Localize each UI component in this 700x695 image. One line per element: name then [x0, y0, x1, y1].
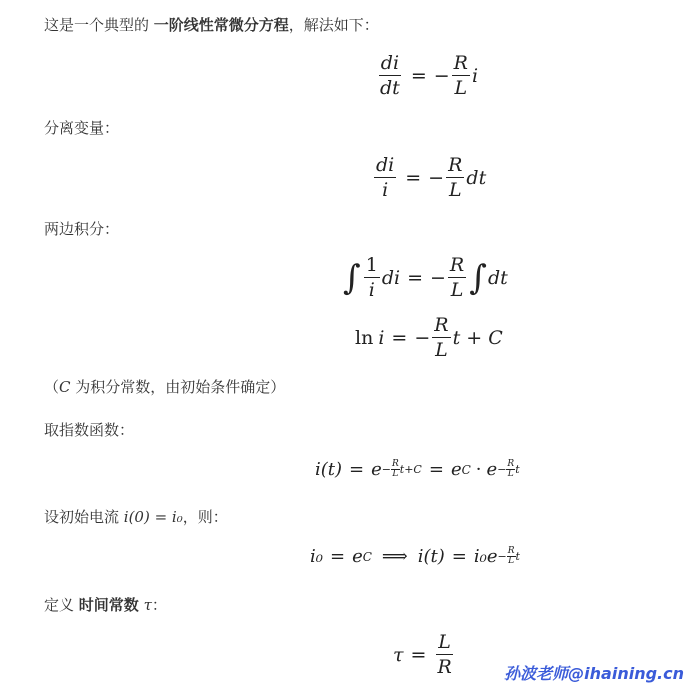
- eq6-equals: =: [329, 546, 346, 567]
- eq3-equals: =: [407, 266, 423, 289]
- eq1-frac-rhs: [452, 52, 470, 99]
- eq1-frac-lhs: [378, 52, 402, 99]
- eq5-exp1-neg: −: [381, 463, 392, 476]
- eq2-equals: =: [405, 166, 422, 189]
- eq2-num1: di: [376, 154, 395, 176]
- watermark: 孙波老师@ihaining.cn: [504, 664, 684, 683]
- eq5-exp2: [497, 460, 519, 479]
- eq3-frac-lhs: [364, 254, 380, 301]
- equation-2: [372, 154, 486, 201]
- eq3-rest: dt: [487, 266, 508, 289]
- step-initial-text-b: ，则：: [182, 508, 228, 526]
- eq1-rest: i: [471, 64, 479, 87]
- eq5-exp1-rest: t+C: [399, 463, 422, 476]
- define-paragraph: [44, 595, 167, 615]
- eq1-den1: dt: [380, 77, 400, 99]
- eq7-den: R: [437, 656, 452, 678]
- define-bold-term: 时间常数: [78, 596, 139, 614]
- eq1-num1: di: [380, 52, 400, 74]
- eq5-exp1: [382, 460, 422, 479]
- define-var: τ: [138, 596, 152, 614]
- eq6-i0: i₀e: [473, 546, 498, 567]
- eq5-lhs: i(t): [315, 459, 343, 480]
- eq1-equals: =: [410, 64, 427, 87]
- note-paragraph: [44, 377, 285, 397]
- eq4-var: i: [378, 326, 385, 349]
- eq2-rest: dt: [466, 166, 487, 189]
- eq5-dot: ·: [475, 459, 482, 480]
- define-text-b: ：: [151, 596, 167, 614]
- step-initial-expr: i(0) = i₀: [123, 508, 183, 526]
- eq7-lhs: τ: [393, 643, 404, 666]
- eq6-implies: ⟹: [381, 546, 408, 567]
- eq4-neg: −: [414, 326, 431, 349]
- eq2-num2: R: [448, 154, 463, 176]
- intro-text-a: 这是一个典型的: [44, 16, 154, 34]
- eq3-den1: i: [368, 279, 375, 301]
- eq6-exp: [498, 547, 520, 566]
- eq2-neg: −: [428, 166, 445, 189]
- eq2-frac-rhs: [446, 154, 464, 201]
- eq3-neg: −: [429, 266, 446, 289]
- integral-sign-2: ∫: [469, 257, 487, 298]
- eq1-den2: L: [454, 77, 468, 99]
- eq5-exp1-den: L: [392, 469, 399, 479]
- eq4-den: L: [435, 339, 448, 361]
- eq3-frac-rhs: [448, 254, 466, 301]
- eq1-num2: R: [453, 52, 468, 74]
- intro-text-c: ，解法如下：: [288, 16, 379, 34]
- eq1-neg: −: [433, 64, 450, 87]
- intro-paragraph: [44, 15, 379, 35]
- eq5-exp1-frac: [391, 460, 400, 479]
- eq6-lhs: i₀: [310, 546, 323, 567]
- equation-3: [342, 254, 508, 301]
- step-separate: 分离变量：: [44, 119, 120, 137]
- eq3-mid: di: [381, 266, 401, 289]
- step-integrate: 两边积分：: [44, 220, 120, 238]
- eq6-c: C: [362, 549, 372, 564]
- intro-bold-term: 一阶线性常微分方程: [153, 16, 289, 34]
- equation-7: [393, 631, 456, 678]
- eq7-num: L: [438, 631, 451, 653]
- eq5-e: e: [371, 459, 382, 480]
- eq6-equals-2: =: [451, 546, 467, 567]
- eq6-e: e: [352, 546, 363, 567]
- eq3-num1: 1: [365, 254, 378, 276]
- eq6-exp-den: L: [508, 556, 515, 566]
- eq4-equals: =: [391, 326, 408, 349]
- eq2-den2: L: [448, 179, 462, 201]
- eq5-exp2-num: R: [507, 459, 515, 469]
- eq5-equals: =: [349, 459, 365, 480]
- eq5-exp1-num: R: [392, 459, 399, 469]
- eq2-den1: i: [382, 179, 389, 201]
- eq4-frac: [432, 314, 450, 361]
- define-text-a: 定义: [44, 596, 79, 614]
- equation-6: [310, 546, 520, 567]
- eq5-equals-2: =: [428, 459, 444, 480]
- eq6-exp-frac: [507, 547, 516, 566]
- eq6-exp-num: R: [507, 546, 515, 556]
- eq7-frac: [435, 631, 453, 678]
- eq4-rest: t + C: [452, 326, 503, 349]
- note-open: （: [44, 378, 60, 396]
- eq5-exp2-den: L: [507, 469, 514, 479]
- eq4-num: R: [434, 314, 449, 336]
- integral-sign: ∫: [343, 257, 361, 298]
- note-var: C: [59, 378, 71, 396]
- eq5-exp2-neg: −: [497, 463, 507, 476]
- eq3-num2: R: [449, 254, 465, 276]
- equation-4: [355, 314, 503, 361]
- eq5-c: C: [461, 462, 471, 477]
- equation-5: [315, 459, 520, 480]
- eq6-rhs: i(t): [417, 546, 445, 567]
- eq2-frac-lhs: [374, 154, 396, 201]
- eq7-equals: =: [410, 643, 427, 666]
- eq5-e2: e: [486, 459, 498, 480]
- eq5-exp2-frac: [506, 460, 515, 479]
- eq5-exp2-rest: t: [515, 463, 520, 476]
- eq6-exp-rest: t: [515, 550, 520, 563]
- step-initial-text-a: 设初始电流: [44, 508, 124, 526]
- equation-1: [376, 52, 478, 99]
- eq5-ec: e: [450, 459, 462, 480]
- eq4-ln: ln: [355, 326, 374, 349]
- eq3-den2: L: [450, 279, 464, 301]
- step-exp: 取指数函数：: [44, 421, 135, 439]
- step-initial: [44, 507, 228, 527]
- eq6-exp-neg: −: [497, 550, 507, 563]
- note-text: 为积分常数，由初始条件确定）: [70, 378, 286, 396]
